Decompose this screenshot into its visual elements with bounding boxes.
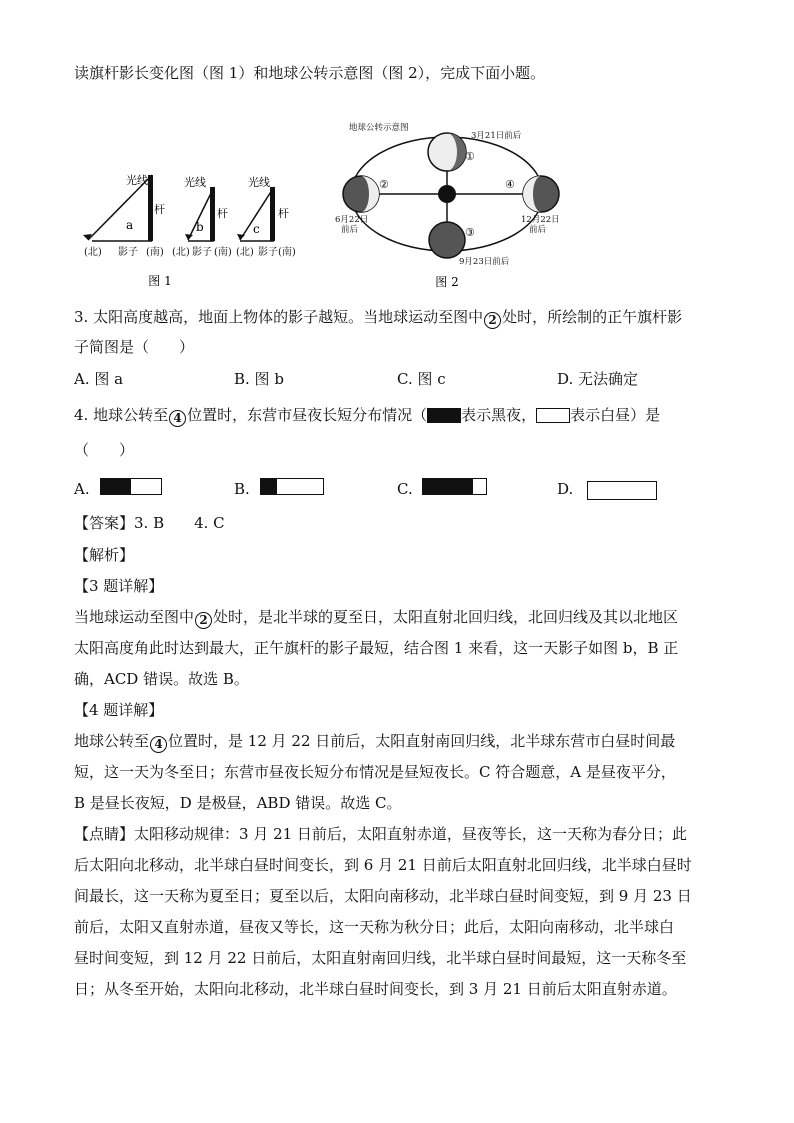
tip-line3: 间最长，这一天称为夏至日；夏至以后，太阳向南移动，北半球白昼时间变短，到 9 月 23 日 — [74, 887, 692, 905]
analysis-heading: 【解析】 — [74, 546, 135, 564]
figure2-caption: 图 2 — [435, 275, 459, 289]
tip-line6: 日；从冬至开始，太阳向北移动，北半球白昼时间变长，到 3 月 21 日前后太阳直射赤道。 — [74, 980, 677, 998]
sec3-line1: 当地球运动至图中 2 处时，是北半球的夏至日，太阳直射北回归线，北回归线及其以北地区 — [74, 608, 679, 627]
q4-line1: 4. 地球公转至 4 位置时，东营市昼夜长短分布情况（ 表示黑夜， 表示白昼）是 — [74, 406, 661, 425]
shadow-c: 影子 — [258, 247, 278, 258]
sec3-heading: 【3 题详解】 — [74, 577, 164, 595]
south-b: (南) — [214, 247, 232, 258]
ray-label-a: 光线 — [126, 174, 148, 187]
q3-option-d[interactable]: D. 无法确定 — [557, 370, 639, 388]
earth-3 — [429, 222, 465, 258]
pos4-date-b: 前后 — [529, 225, 547, 235]
pole-label-c: 杆 — [278, 207, 289, 220]
q4-option-a-bar[interactable] — [100, 478, 162, 495]
q4-option-c-label[interactable]: C. — [397, 480, 413, 498]
figure1-caption: 图 1 — [148, 274, 172, 288]
pole-label-b: 杆 — [217, 207, 228, 220]
circled-4: 4 — [169, 410, 186, 427]
sec3-line3: 确，ACD 错误。故选 B。 — [74, 670, 249, 688]
figure1-shadow-diagram — [80, 165, 310, 290]
pos2-date-a: 6月22日 — [335, 215, 369, 225]
q3-option-a[interactable]: A. 图 a — [74, 370, 124, 388]
pole-label-a: 杆 — [154, 203, 165, 216]
pos3-date: 9月23日前后 — [459, 257, 510, 267]
q4-option-d-label[interactable]: D. — [557, 480, 574, 498]
q3-line1: 3. 太阳高度越高，地面上物体的影子越短。当地球运动至图中 2 处时，所绘制的正午旗杆影 — [74, 308, 683, 327]
tip-line5: 昼时间变短，到 12 月 22 日前后，太阳直射南回归线，北半球白昼时间最短，这一天称冬至 — [74, 949, 687, 967]
sec4-heading: 【4 题详解】 — [74, 701, 164, 719]
q3-option-c[interactable]: C. 图 c — [397, 370, 446, 388]
tip-line2: 后太阳向北移动，北半球白昼时间变长，到 6 月 21 日前后太阳直射北回归线，北半球白昼时 — [74, 856, 692, 874]
mark-3: ③ — [465, 226, 475, 239]
circled-2: 2 — [484, 312, 501, 329]
pos2-date-b: 前后 — [341, 225, 359, 235]
label-c: c — [253, 222, 260, 236]
q4-option-b-bar[interactable] — [260, 478, 324, 495]
tip-line4: 前后，太阳又直射赤道，昼夜又等长，这一天称为秋分日；此后，太阳向南移动，北半球白 — [74, 918, 675, 936]
circled-4: 4 — [150, 736, 167, 753]
ray-label-c: 光线 — [248, 176, 270, 189]
sec3-line2: 太阳高度角此时达到最大，正午旗杆的影子最短，结合图 1 来看，这一天影子如图 b，B 正 — [74, 639, 679, 657]
figure2-title: 地球公转示意图 — [349, 123, 409, 133]
shadow-a: 影子 — [118, 247, 138, 258]
mark-2: ② — [379, 178, 389, 191]
north-a: (北) — [84, 247, 102, 258]
figure2-orbit-diagram — [335, 118, 565, 290]
mark-4: ④ — [505, 178, 515, 191]
q3-option-b[interactable]: B. 图 b — [234, 370, 284, 388]
q4-option-a-label[interactable]: A. — [74, 480, 90, 498]
north-c: (北) — [236, 247, 254, 258]
south-c: (南) — [278, 247, 296, 258]
answer-line: 【答案】3. B 4. C — [74, 514, 225, 532]
pos1-date: 3月21日前后 — [471, 131, 522, 141]
label-b: b — [196, 220, 204, 234]
tip-line1: 【点睛】太阳移动规律：3 月 21 日前后，太阳直射赤道，昼夜等长，这一天称为春分日；此 — [74, 825, 687, 843]
sec4-line3: B 是昼长夜短，D 是极昼，ABD 错误。故选 C。 — [74, 794, 402, 812]
q3-line2: 子简图是（ ） — [74, 338, 195, 356]
sec4-line2: 短，这一天为冬至日；东营市昼夜长短分布情况是昼短夜长。C 符合题意，A 是昼夜平分， — [74, 763, 676, 781]
night-swatch — [427, 408, 461, 423]
sec4-line1: 地球公转至 4 位置时，是 12 月 22 日前后，太阳直射南回归线，北半球东营市白昼时间最 — [74, 732, 676, 751]
q4-option-b-label[interactable]: B. — [234, 480, 250, 498]
north-b: (北) — [172, 247, 190, 258]
shadow-b: 影子 — [192, 247, 212, 258]
label-a: a — [126, 218, 134, 232]
q4-option-d-bar[interactable] — [587, 481, 657, 500]
sun — [438, 185, 456, 203]
ray-label-b: 光线 — [184, 176, 206, 189]
intro-text: 读旗杆影长变化图（图 1）和地球公转示意图（图 2），完成下面小题。 — [74, 64, 546, 82]
pos4-date-a: 12月22日 — [521, 215, 560, 225]
circled-2: 2 — [195, 612, 212, 629]
day-swatch — [536, 408, 570, 423]
mark-1: ① — [465, 150, 475, 163]
q4-option-c-bar[interactable] — [422, 478, 487, 495]
south-a: (南) — [146, 247, 164, 258]
q4-paren: （ ） — [74, 441, 135, 459]
